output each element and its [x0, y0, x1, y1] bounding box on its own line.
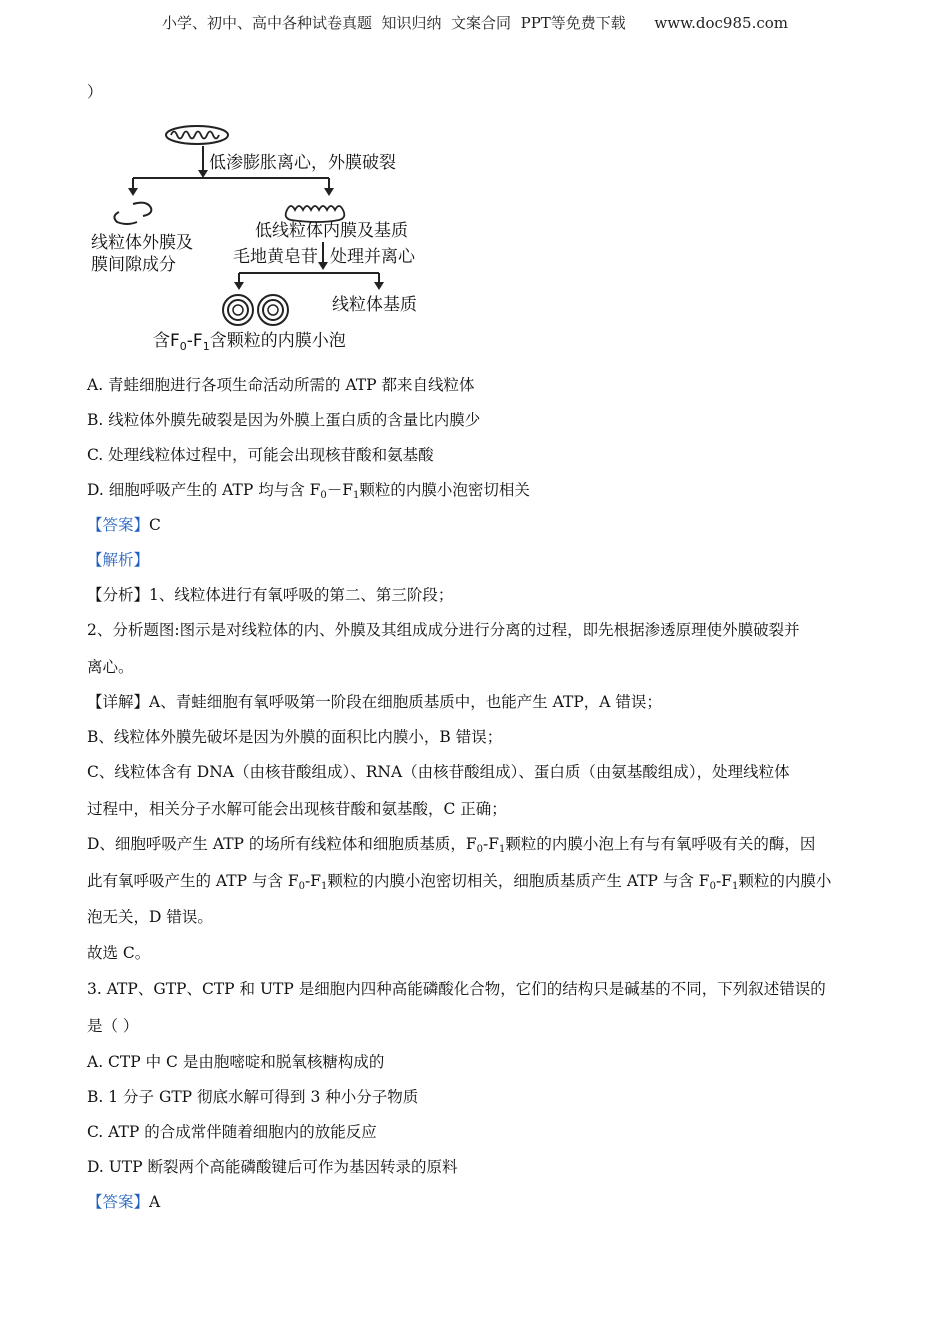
q2-analysis-heading: 【解析】	[87, 551, 150, 569]
right-label: 低线粒体内膜及基质	[255, 221, 408, 241]
q3-option-a: A. CTP 中 C 是由胞嘧啶和脱氧核糖构成的	[87, 1053, 385, 1071]
q3-option-c: C. ATP 的合成常伴随着细胞内的放能反应	[87, 1123, 377, 1141]
q2-option-b: B. 线粒体外膜先破裂是因为外膜上蛋白质的含量比内膜少	[87, 411, 481, 429]
page-header: 小学、初中、高中各种试卷真题 知识归纳 文案合同 PPT等免费下载 www.doc985.com	[161, 14, 788, 32]
q2-conclusion: 故选 C。	[87, 944, 151, 962]
mitochondrion-icon	[166, 126, 228, 144]
q2-option-a: A. 青蛙细胞进行各项生命活动所需的 ATP 都来自线粒体	[87, 376, 475, 394]
q2-fenxi-2b: 离心。	[87, 658, 134, 676]
inner-membrane-vesicle-icon	[223, 295, 253, 325]
q2-detail-c1: C、线粒体含有 DNA（由核苷酸组成）、RNA（由核苷酸组成）、蛋白质（由氨基酸组成），处理线粒体	[87, 763, 790, 781]
step2-left-label: 毛地黄皂苷	[233, 247, 318, 267]
q2-detail-d1: D、细胞呼吸产生 ATP 的场所有线粒体和细胞质基质，$F_0-F_1$颗粒的内膜小泡上有与有氧呼吸有关的酶，因	[87, 835, 816, 855]
step1-label: 低渗膨胀离心，外膜破裂	[209, 153, 396, 173]
q2-option-c: C. 处理线粒体过程中，可能会出现核苷酸和氨基酸	[87, 446, 434, 464]
outer-membrane-fragment-icon	[114, 203, 151, 224]
q3-answer: 【答案】A	[87, 1193, 161, 1211]
q3-stem-1: 3. ATP、GTP、CTP 和 UTP 是细胞内四种高能磷酸化合物，它们的结构只是碱基的不同，下列叙述错误的	[87, 980, 826, 998]
bottom-left-label: 含$F_0-F_1$含颗粒的内膜小泡	[153, 331, 346, 353]
question-paren-close: ）	[87, 83, 103, 101]
left-label-1: 线粒体外膜及	[91, 233, 193, 253]
q2-detail-b: B、线粒体外膜先破坏是因为外膜的面积比内膜小，B 错误；	[87, 728, 503, 746]
q3-option-d: D. UTP 断裂两个高能磷酸键后可作为基因转录的原料	[87, 1158, 458, 1176]
q3-option-b: B. 1 分子 GTP 彻底水解可得到 3 种小分子物质	[87, 1088, 419, 1106]
q2-detail-d2: 此有氧呼吸产生的 ATP 与含 $F_0-F_1$颗粒的内膜小泡密切相关，细胞质基质产生 ATP 与含 $F_0-F_1$颗粒的内膜小	[87, 872, 832, 892]
q2-fenxi-2a: 2、分析题图:图示是对线粒体的内、外膜及其组成成分进行分离的过程，即先根据渗透原理使外膜破裂并	[87, 621, 800, 639]
inner-membrane-matrix-icon	[286, 206, 345, 222]
q2-option-d: D. 细胞呼吸产生的 ATP 均与含 $F_0-F_1$颗粒的内膜小泡密切相关	[87, 481, 530, 501]
inner-membrane-vesicle-icon	[258, 295, 288, 325]
q2-detail-d3: 泡无关，D 错误。	[87, 908, 213, 926]
q2-detail-c2: 过程中，相关分子水解可能会出现核苷酸和氨基酸，C 正确；	[87, 800, 507, 818]
step2-right-label: 处理并离心	[330, 247, 415, 267]
bottom-right-label: 线粒体基质	[332, 295, 417, 315]
left-label-2: 膜间隙成分	[91, 255, 176, 275]
mitochondria-separation-diagram	[85, 118, 445, 358]
q3-stem-2: 是（ ）	[87, 1017, 139, 1035]
q2-answer: 【答案】C	[87, 516, 161, 534]
q2-fenxi-1: 【分析】1、线粒体进行有氧呼吸的第二、第三阶段；	[87, 586, 454, 604]
q2-detail-a: 【详解】A、青蛙细胞有氧呼吸第一阶段在细胞质基质中，也能产生 ATP，A 错误；	[87, 693, 662, 711]
